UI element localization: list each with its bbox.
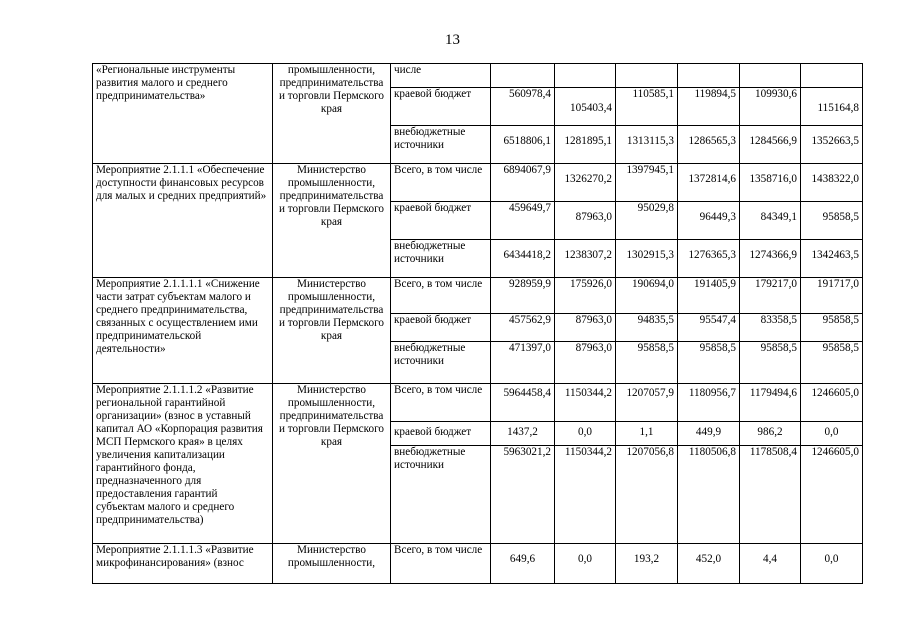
value: 191405,9 <box>694 278 736 290</box>
value: 105403,4 <box>570 102 612 114</box>
funding-source: внебюджетные источники <box>391 342 491 384</box>
value: 5964458,4 <box>503 387 551 399</box>
funding-source: краевой бюджет <box>391 202 491 240</box>
value-cell <box>555 126 616 164</box>
table-row <box>93 64 863 88</box>
value-cell <box>801 164 863 202</box>
value: 1313115,3 <box>626 135 674 147</box>
value: 449,9 <box>695 426 722 438</box>
value-cell <box>491 446 555 544</box>
funding-source: внебюджетные источники <box>391 126 491 164</box>
value: 84349,1 <box>760 211 797 223</box>
value-cell <box>616 278 678 314</box>
table-row <box>93 278 863 314</box>
funding-source: краевой бюджет <box>391 422 491 446</box>
value-cell <box>491 64 555 88</box>
value: 6894067,9 <box>503 164 551 176</box>
value-cell <box>740 64 801 88</box>
value: 560978,4 <box>509 88 551 100</box>
value: 1286565,3 <box>688 135 736 147</box>
value-cell <box>491 384 555 422</box>
value: 1178508,4 <box>749 446 797 458</box>
value: 83358,5 <box>760 314 797 326</box>
value: 1180956,7 <box>688 387 736 399</box>
value-cell <box>740 342 801 384</box>
value-cell <box>678 544 740 584</box>
value: 95858,5 <box>822 342 859 354</box>
value-cell <box>740 384 801 422</box>
value-cell <box>678 126 740 164</box>
value-cell <box>616 88 678 126</box>
value-cell <box>491 314 555 342</box>
value: 6434418,2 <box>503 249 551 261</box>
funding-source: внебюджетные источники <box>391 240 491 278</box>
value-cell <box>678 202 740 240</box>
value-cell <box>616 126 678 164</box>
value: 5963021,2 <box>503 446 551 458</box>
value: 96449,3 <box>699 211 736 223</box>
funding-source: краевой бюджет <box>391 88 491 126</box>
table-row <box>93 544 863 584</box>
value-cell <box>740 240 801 278</box>
value-cell <box>616 164 678 202</box>
value: 1284566,9 <box>749 135 797 147</box>
value: 110585,1 <box>632 88 674 100</box>
value-cell <box>555 544 616 584</box>
value-cell <box>555 278 616 314</box>
value: 1352663,5 <box>811 135 859 147</box>
value-cell <box>555 240 616 278</box>
value-cell <box>491 88 555 126</box>
value-cell <box>616 544 678 584</box>
value: 1207056,8 <box>626 446 674 458</box>
executor-name: Министерство промышленности, <box>273 544 391 584</box>
value: 1281895,1 <box>564 135 612 147</box>
value: 109930,6 <box>755 88 797 100</box>
value: 0,0 <box>824 426 839 438</box>
funding-source: Всего, в том числе <box>391 164 491 202</box>
activity-name: «Региональные инструменты развития малого и среднего предпринимательства» <box>93 64 273 164</box>
value-cell <box>678 314 740 342</box>
value-cell <box>555 64 616 88</box>
value: 115164,8 <box>817 102 859 114</box>
value: 1438322,0 <box>811 173 859 185</box>
value-cell <box>491 164 555 202</box>
value: 95858,5 <box>822 211 859 223</box>
value: 0,0 <box>578 426 592 438</box>
value: 649,6 <box>509 553 536 565</box>
value-cell <box>801 384 863 422</box>
value: 1342463,5 <box>811 249 859 261</box>
value-cell <box>740 422 801 446</box>
executor-name: Министерство промышленности, предпринимательства и торговли Пермского края <box>273 164 391 278</box>
value: 452,0 <box>695 553 722 565</box>
activity-name: Мероприятие 2.1.1.1.3 «Развитие микрофинансирования» (взнос <box>93 544 273 584</box>
value-cell <box>555 88 616 126</box>
value-cell <box>740 544 801 584</box>
value: 1246605,0 <box>811 446 859 458</box>
value-cell <box>555 164 616 202</box>
value-cell <box>678 446 740 544</box>
activity-name: Мероприятие 2.1.1.1.2 «Развитие региональной гарантийной организации» (взнос в уставный капитал АО «Корпорация развития МСП Пермского края» в целях увеличения капитализации гарантийного фонда, предназначенного для предоставления гарантий субъектам малого и среднего предпринимательства) <box>93 384 273 544</box>
value-cell <box>801 544 863 584</box>
value-cell <box>801 88 863 126</box>
value-cell <box>740 126 801 164</box>
value-cell <box>740 446 801 544</box>
value-cell <box>555 314 616 342</box>
value-cell <box>555 422 616 446</box>
value: 1207057,9 <box>626 387 674 399</box>
value: 1358716,0 <box>749 173 797 185</box>
funding-source: числе <box>391 64 491 88</box>
value-cell <box>801 64 863 88</box>
value: 1302915,3 <box>626 249 674 261</box>
value: 6518806,1 <box>503 135 551 147</box>
budget-table <box>92 63 863 584</box>
value-cell <box>491 126 555 164</box>
value: 95858,5 <box>699 342 736 354</box>
value: 1372814,6 <box>688 173 736 185</box>
value: 95547,4 <box>699 314 736 326</box>
value-cell <box>616 384 678 422</box>
value: 1246605,0 <box>811 387 859 399</box>
value: 1179494,6 <box>749 387 797 399</box>
value: 1274366,9 <box>749 249 797 261</box>
value-cell <box>678 422 740 446</box>
value: 1238307,2 <box>564 249 612 261</box>
funding-source: краевой бюджет <box>391 314 491 342</box>
value-cell <box>740 278 801 314</box>
value: 193,2 <box>633 553 660 565</box>
value-cell <box>678 342 740 384</box>
value-cell <box>740 164 801 202</box>
value: 175926,0 <box>570 278 612 290</box>
value-cell <box>801 278 863 314</box>
value: 95029,8 <box>637 202 674 214</box>
value: 471397,0 <box>509 342 551 354</box>
value-cell <box>491 342 555 384</box>
value-cell <box>678 240 740 278</box>
value-cell <box>616 314 678 342</box>
value-cell <box>801 314 863 342</box>
value: 87963,0 <box>575 314 612 326</box>
funding-source: Всего, в том числе <box>391 384 491 422</box>
value-cell <box>555 384 616 422</box>
value-cell <box>678 384 740 422</box>
value-cell <box>616 240 678 278</box>
value: 459649,7 <box>509 202 551 214</box>
value-cell <box>491 278 555 314</box>
value: 1150344,2 <box>564 446 612 458</box>
value: 928959,9 <box>509 278 551 290</box>
value: 87963,0 <box>575 211 612 223</box>
value-cell <box>555 446 616 544</box>
value-cell <box>491 544 555 584</box>
value: 95858,5 <box>822 314 859 326</box>
value-cell <box>491 202 555 240</box>
activity-name: Мероприятие 2.1.1.1.1 «Снижение части затрат субъектам малого и среднего предпринимательства, связанных с осуществлением ими предпринимательской деятельности» <box>93 278 273 384</box>
value-cell <box>740 314 801 342</box>
activity-name: Мероприятие 2.1.1.1 «Обеспечение доступности финансовых ресурсов для малых и средних предприятий» <box>93 164 273 278</box>
value-cell <box>491 422 555 446</box>
value-cell <box>555 342 616 384</box>
value-cell <box>616 202 678 240</box>
value-cell <box>801 240 863 278</box>
value: 94835,5 <box>637 314 674 326</box>
value-cell <box>555 202 616 240</box>
value: 1397945,1 <box>626 164 674 176</box>
value: 1150344,2 <box>564 387 612 399</box>
funding-source: внебюджетные источники <box>391 446 491 544</box>
value-cell <box>801 342 863 384</box>
value: 1437,2 <box>507 426 538 438</box>
value-cell <box>740 202 801 240</box>
value-cell <box>491 240 555 278</box>
value: 4,4 <box>763 553 777 565</box>
executor-name: Министерство промышленности, предпринимательства и торговли Пермского края <box>273 384 391 544</box>
value-cell <box>740 88 801 126</box>
value: 87963,0 <box>575 342 612 354</box>
value: 95858,5 <box>760 342 797 354</box>
value: 1276365,3 <box>688 249 736 261</box>
value-cell <box>616 446 678 544</box>
value-cell <box>801 446 863 544</box>
value: 1180506,8 <box>688 446 736 458</box>
value-cell <box>678 88 740 126</box>
value-cell <box>801 202 863 240</box>
value: 191717,0 <box>817 278 859 290</box>
funding-source: Всего, в том числе <box>391 544 491 584</box>
value: 0,0 <box>578 553 592 565</box>
value: 190694,0 <box>632 278 674 290</box>
value: 95858,5 <box>637 342 674 354</box>
value-cell <box>616 422 678 446</box>
executor-name: Министерство промышленности, предпринимательства и торговли Пермского края <box>273 278 391 384</box>
funding-source: Всего, в том числе <box>391 278 491 314</box>
table-row <box>93 164 863 202</box>
value-cell <box>678 164 740 202</box>
value-cell <box>801 126 863 164</box>
executor-name: промышленности, предпринимательства и торговли Пермского края <box>273 64 391 164</box>
value: 179217,0 <box>755 278 797 290</box>
value-cell <box>616 342 678 384</box>
value-cell <box>678 278 740 314</box>
value-cell <box>678 64 740 88</box>
value: 119894,5 <box>694 88 736 100</box>
value-cell <box>616 64 678 88</box>
value: 0,0 <box>824 553 839 565</box>
value: 1,1 <box>639 426 654 438</box>
table-row <box>93 384 863 422</box>
value: 1326270,2 <box>564 173 612 185</box>
page-number: 13 <box>445 32 460 48</box>
value-cell <box>801 422 863 446</box>
value: 986,2 <box>757 426 783 438</box>
value: 457562,9 <box>509 314 551 326</box>
